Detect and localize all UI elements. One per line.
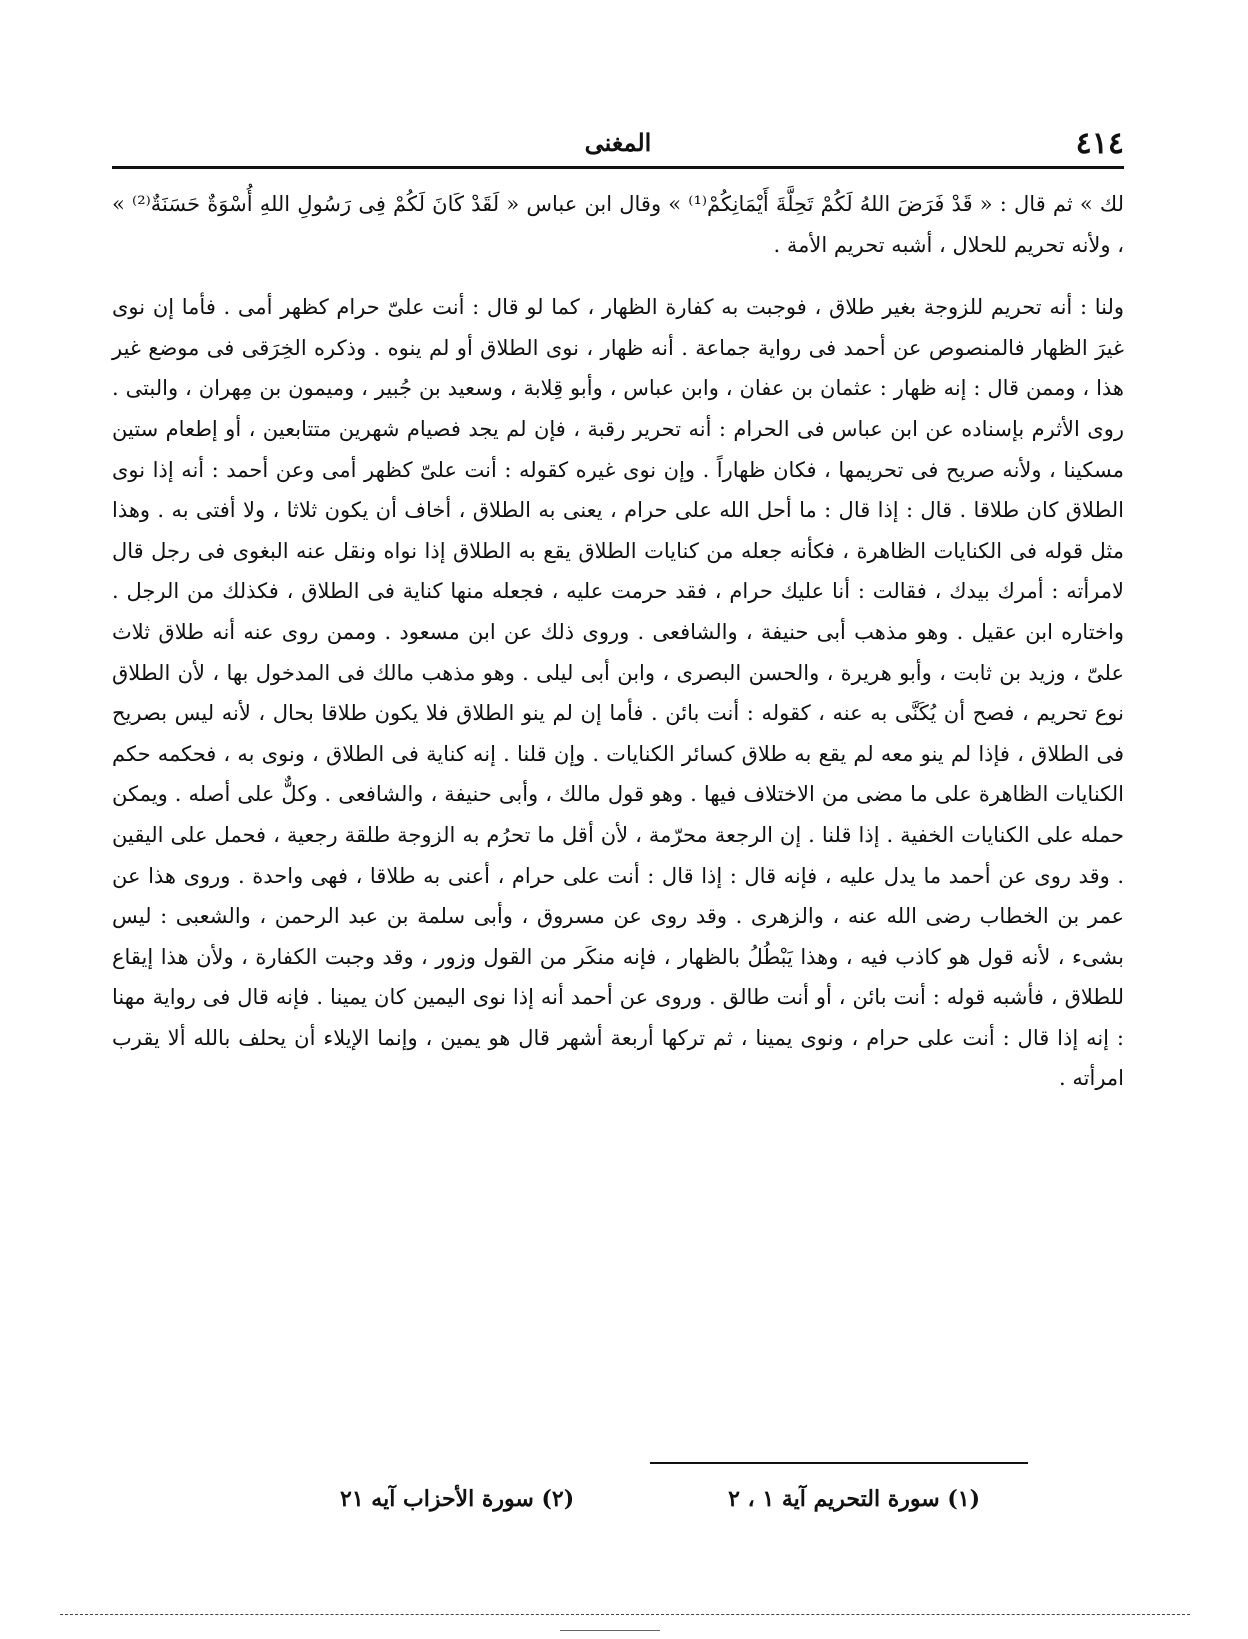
footnote-2: (٢) سورة الأحزاب آيه ٢١ bbox=[340, 1486, 575, 1512]
main-text bbox=[112, 184, 1124, 1099]
page-number: ٤١٤ bbox=[1075, 126, 1124, 161]
scan-edge-line bbox=[60, 1614, 1190, 1615]
header-rule bbox=[112, 166, 1124, 169]
scan-edge-mark bbox=[560, 1630, 660, 1631]
footnote-1: (١) سورة التحريم آية ١ ، ٢ bbox=[728, 1486, 980, 1512]
paragraph-1: لك » ثم قال : « قَدْ فَرَضَ اللهُ لَكُمْ تَحِلَّةَ أَيْمَانِكُمْ⁽¹⁾ » وقال ابن عباس « لَقَدْ كَانَ لَكُمْ فِى رَسُولِ اللهِ أُسْوَةٌ حَسَنَةٌ⁽²⁾ » ، ولأنه تحريم للحلال ، أشبه تحريم الأمة . bbox=[112, 192, 1124, 257]
footnotes bbox=[300, 1486, 980, 1526]
page-header bbox=[112, 126, 1124, 160]
running-title: المغنى bbox=[584, 128, 652, 157]
footnote-rule bbox=[650, 1462, 1028, 1464]
paragraph-2: ولنا : أنه تحريم للزوجة بغير طلاق ، فوجبت به كفارة الظهار ، كما لو قال : أنت علىّ حرام كظهر أمى . فأما إن نوى غيرَ الظهار فالمنصوص عن أحمد فى رواية جماعة . أنه ظهار ، نوى الطلاق أو لم ينوه . وذكره الخِرَقى فى موضع غير هذا ، وممن قال : إنه ظهار : عثمان بن عفان ، وابن عباس ، وأبو قِلابة ، وسعيد بن جُبير ، وميمون بن مِهران ، والبتى . روى الأثرم بإسناده عن ابن عباس فى الحرام : أنه تحرير رقبة ، فإن لم يجد فصيام شهرين متتابعين ، أو إطعام ستين مسكينا ، ولأنه صريح فى تحريمها ، فكان ظهاراً . وإن نوى غيره كقوله : أنت علىّ كظهر أمى وعن أحمد : أنه إذا نوى الطلاق كان طلاقا . قال : إذا قال : ما أحل الله على حرام ، يعنى به الطلاق ، أخاف أن يكون ثلاثا ، ولا أفتى به . وهذا مثل قوله فى الكنايات الظاهرة ، فكأنه جعله من كنايات الطلاق يقع به الطلاق إذا نواه ونقل عنه البغوى فى رجل قال لامرأته : أمرك بيدك ، فقالت : أنا عليك حرام ، فقد حرمت عليه ، فجعله منها كناية فى الطلاق ، فكذلك من الرجل . واختاره ابن عقيل . وهو مذهب أبى حنيفة ، والشافعى . وروى ذلك عن ابن مسعود . وممن روى عنه أنه طلاق ثلاث علىّ ، وزيد بن ثابت ، وأبو هريرة ، والحسن البصرى ، وابن أبى ليلى . وهو مذهب مالك فى المدخول بها ، لأن الطلاق نوع تحريم ، فصح أن يُكَنَّى به عنه ، كقوله : أنت بائن . فأما إن لم ينو الطلاق فلا يكون طلاقا بحال ، لأنه ليس بصريح فى الطلاق ، فإذا لم ينو معه لم يقع به طلاق كسائر الكنايات . وإن قلنا . إنه كناية فى الطلاق ، ونوى به ، فحكمه حكم الكنايات الظاهرة على ما مضى من الاختلاف فيها . وهو قول مالك ، وأبى حنيفة ، والشافعى . وكلٌّ على أصله . ويمكن حمله على الكنايات الخفية . إذا قلنا . إن الرجعة محرّمة ، لأن أقل ما تحرُم به الزوجة طلقة رجعية ، فحمل على اليقين . وقد روى عن أحمد ما يدل عليه ، فإنه قال : إذا قال : أنت على حرام ، أعنى به طلاقا ، فهى واحدة . وروى هذا عن عمر بن الخطاب رضى الله عنه ، والزهرى . وقد روى عن مسروق ، وأبى سلمة بن عبد الرحمن ، والشعبى : ليس بشىء ، لأنه قول هو كاذب فيه ، وهذا يَبْطُلُ بالظهار ، فإنه منكَر من القول وزور ، وقد وجبت الكفارة ، ولأن هذا إيقاع للطلاق ، فأشبه قوله : أنت بائن ، أو أنت طالق . وروى عن أحمد أنه إذا نوى اليمين كان يمينا . فإنه قال فى رواية مهنا : إنه إذا قال : أنت على حرام ، ونوى يمينا ، ثم تركها أربعة أشهر قال هو يمين ، وإنما الإيلاء أن يحلف بالله ألا يقرب امرأته . bbox=[112, 295, 1124, 1091]
